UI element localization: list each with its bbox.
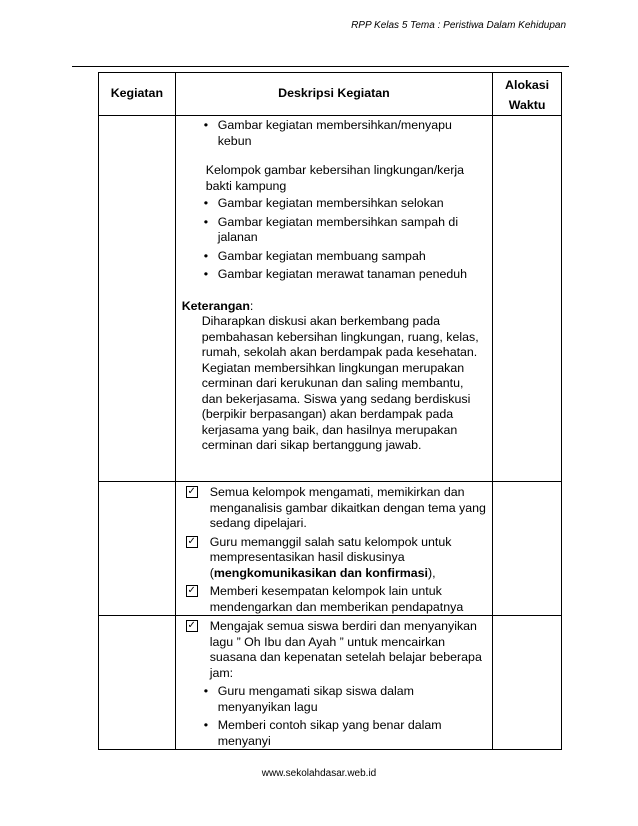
list-item: • Memberi contoh sikap yang benar dalam menyanyi — [182, 718, 486, 749]
row2-check2-post: ), — [428, 565, 436, 580]
list-item: • Gambar kegiatan membersihkan selokan — [182, 196, 486, 212]
row1-bullet-list — [182, 196, 486, 283]
list-item: • Gambar kegiatan membersihkan/menyapu kebun — [182, 118, 486, 149]
row2-kegiatan-cell — [99, 482, 176, 616]
row2-check2-pre: Guru memanggil salah satu kelompok untuk mempresentasikan hasil diskusinya ( — [209, 534, 452, 580]
row1-alokasi-cell — [493, 116, 562, 482]
table-row-3 — [99, 616, 562, 750]
table-row-2 — [99, 482, 562, 616]
checkbox-checked-icon: ✓ — [187, 585, 196, 596]
list-item: • Guru mengamati sikap siswa dalam menyanyikan lagu — [182, 684, 486, 715]
activity-table — [98, 72, 562, 750]
keterangan-body: Diharapkan diskusi akan berkembang pada pembahasan kebersihan lingkungan, ruang, kelas, rumah, sekolah akan berdampak pada kesehatan. Kegiatan membersihkan lingkungan merupakan cerminan dari kerukunan dan saling membantu, dan bekerjasama. Siswa yang sedang berdiskusi (berpikir berpasangan) akan berdampak pada kerjasama yang baik, dan hasilnya merupakan cerminan dari sikap bertanggung jawab. — [201, 314, 479, 452]
col-header-alokasi — [493, 73, 562, 116]
table-header-row — [99, 73, 562, 116]
row3-bullet-list — [182, 684, 486, 749]
row1-kegiatan-cell — [99, 116, 176, 482]
header-rule — [72, 66, 569, 67]
list-item — [182, 584, 486, 615]
row2-deskripsi-cell — [175, 482, 492, 616]
list-item — [182, 535, 486, 582]
row2-check3-text: Memberi kesempatan kelompok lain untuk mendengarkan dan memberikan pendapatnya — [209, 584, 464, 614]
row1-group-title: Kelompok gambar kebersihan lingkungan/kerja bakti kampung — [205, 163, 465, 193]
row3-kegiatan-cell — [99, 616, 176, 750]
row1-first-list — [182, 118, 486, 149]
list-item: • Gambar kegiatan membuang sampah — [182, 249, 486, 265]
keterangan-colon: : — [249, 298, 254, 313]
row1-deskripsi-cell — [175, 116, 492, 482]
list-item — [182, 619, 486, 681]
row3-deskripsi-cell — [175, 616, 492, 750]
table-row-1 — [99, 116, 562, 482]
keterangan-label: Keterangan — [181, 298, 250, 313]
row3-check1-text: Mengajak semua siswa berdiri dan menyanyikan lagu ” Oh Ibu dan Ayah ” untuk mencairkan suasana dan kepenatan setelah belajar beberapa jam: — [209, 619, 482, 680]
row2-check1-text: Semua kelompok mengamati, memikirkan dan menganalisis gambar dikaitkan dengan tema yang sedang dipelajari. — [209, 485, 486, 530]
checkbox-checked-icon: ✓ — [187, 535, 196, 547]
row3-check-list — [182, 619, 486, 681]
row3-alokasi-cell — [493, 616, 562, 750]
row2-check2-bold: mengkomunikasikan dan konfirmasi — [213, 565, 429, 580]
page-header: RPP Kelas 5 Tema : Peristiwa Dalam Kehidupan — [351, 20, 566, 31]
keterangan-block — [182, 299, 486, 315]
page-footer: www.sekolahdasar.web.id — [261, 768, 377, 779]
checkbox-checked-icon: ✓ — [187, 486, 196, 497]
checkbox-checked-icon: ✓ — [187, 620, 196, 631]
list-item — [182, 485, 486, 532]
row2-check-list — [182, 485, 486, 615]
col-header-deskripsi: Deskripsi Kegiatan — [175, 73, 492, 116]
list-item: • Gambar kegiatan merawat tanaman peneduh — [182, 267, 486, 283]
row2-alokasi-cell — [493, 482, 562, 616]
col-header-alokasi-text: Alokasi Waktu — [505, 78, 550, 112]
list-item: • Gambar kegiatan membersihkan sampah di jalanan — [182, 215, 486, 246]
col-header-kegiatan: Kegiatan — [99, 73, 176, 116]
